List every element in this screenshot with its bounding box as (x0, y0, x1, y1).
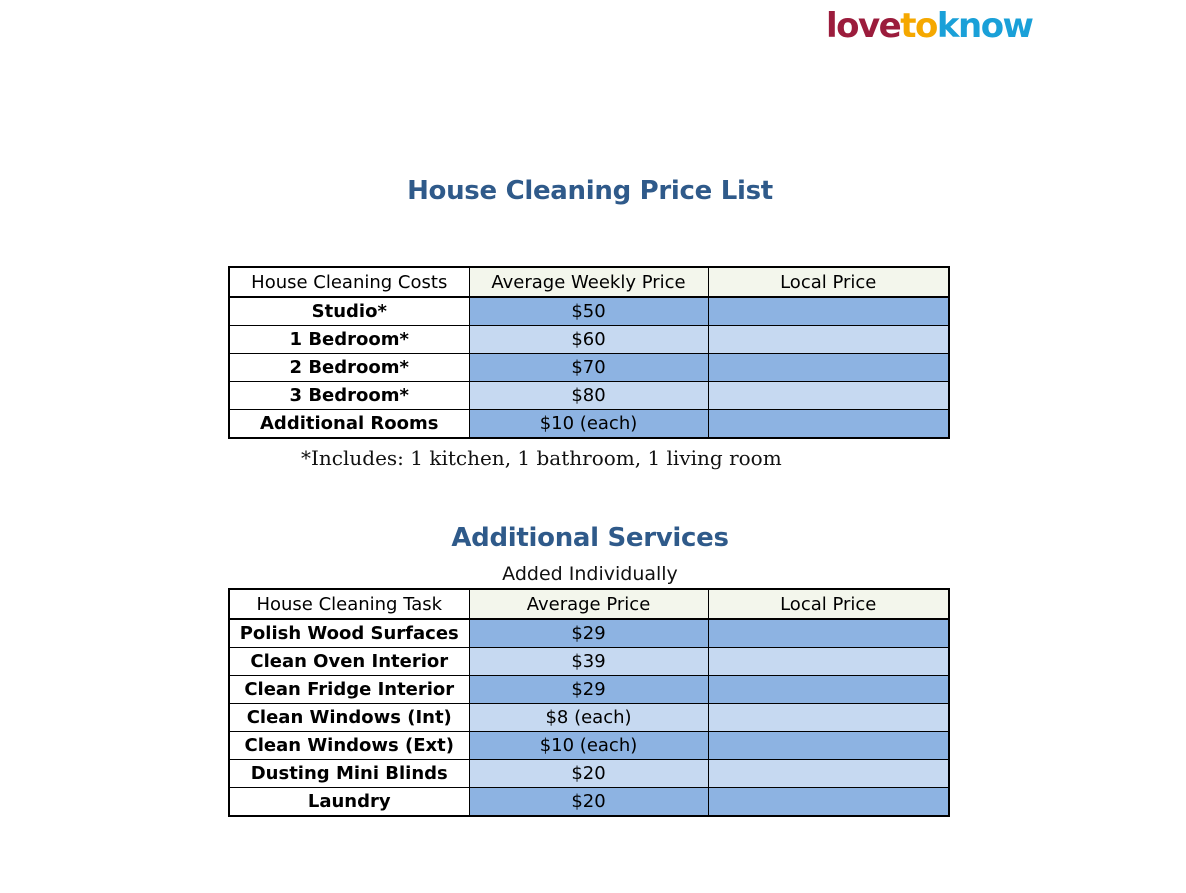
table-row (229, 760, 949, 788)
row-label: Studio* (229, 297, 469, 326)
table-row (229, 788, 949, 817)
logo-segment-to: to (900, 6, 937, 46)
logo-segment-know: know (936, 6, 1033, 46)
local-price-cell (708, 788, 949, 817)
lovetoknow-logo[interactable] (826, 4, 1032, 48)
local-price-cell (708, 676, 949, 704)
price-list-title: House Cleaning Price List (407, 176, 773, 206)
additional-services-subtitle: Added Individually (502, 563, 678, 585)
average-price-cell: $80 (469, 382, 708, 410)
column-header-local-price: Local Price (708, 589, 949, 619)
row-label: Clean Windows (Int) (229, 704, 469, 732)
average-price-cell: $10 (each) (469, 410, 708, 439)
average-price-cell: $10 (each) (469, 732, 708, 760)
table-row (229, 732, 949, 760)
row-label: Polish Wood Surfaces (229, 619, 469, 648)
average-price-cell: $60 (469, 326, 708, 354)
average-price-cell: $8 (each) (469, 704, 708, 732)
local-price-cell (708, 760, 949, 788)
row-label: 2 Bedroom* (229, 354, 469, 382)
local-price-cell (708, 619, 949, 648)
additional-services-table (228, 588, 950, 817)
additional-services-title: Additional Services (451, 523, 729, 553)
table-row (229, 619, 949, 648)
local-price-cell (708, 326, 949, 354)
table-header-row (229, 267, 949, 297)
table-row (229, 704, 949, 732)
column-header-task: House Cleaning Task (229, 589, 469, 619)
table-header-row (229, 589, 949, 619)
local-price-cell (708, 354, 949, 382)
column-header-costs: House Cleaning Costs (229, 267, 469, 297)
table-row (229, 297, 949, 326)
average-price-cell: $29 (469, 676, 708, 704)
table-row (229, 354, 949, 382)
includes-footnote: *Includes: 1 kitchen, 1 bathroom, 1 living room (301, 446, 782, 470)
row-label: 3 Bedroom* (229, 382, 469, 410)
logo-segment-love: love (826, 6, 901, 46)
column-header-average-price: Average Price (469, 589, 708, 619)
average-price-cell: $20 (469, 788, 708, 817)
house-cleaning-costs-table (228, 266, 950, 439)
row-label: 1 Bedroom* (229, 326, 469, 354)
row-label: Dusting Mini Blinds (229, 760, 469, 788)
table-row (229, 410, 949, 439)
table-row (229, 648, 949, 676)
average-price-cell: $39 (469, 648, 708, 676)
row-label: Additional Rooms (229, 410, 469, 439)
local-price-cell (708, 704, 949, 732)
table-row (229, 382, 949, 410)
local-price-cell (708, 382, 949, 410)
average-price-cell: $20 (469, 760, 708, 788)
local-price-cell (708, 297, 949, 326)
row-label: Clean Fridge Interior (229, 676, 469, 704)
row-label: Clean Windows (Ext) (229, 732, 469, 760)
average-price-cell: $50 (469, 297, 708, 326)
table-row (229, 676, 949, 704)
local-price-cell (708, 410, 949, 439)
local-price-cell (708, 732, 949, 760)
table-row (229, 326, 949, 354)
average-price-cell: $70 (469, 354, 708, 382)
column-header-average-weekly-price: Average Weekly Price (469, 267, 708, 297)
local-price-cell (708, 648, 949, 676)
row-label: Clean Oven Interior (229, 648, 469, 676)
column-header-local-price: Local Price (708, 267, 949, 297)
average-price-cell: $29 (469, 619, 708, 648)
row-label: Laundry (229, 788, 469, 817)
